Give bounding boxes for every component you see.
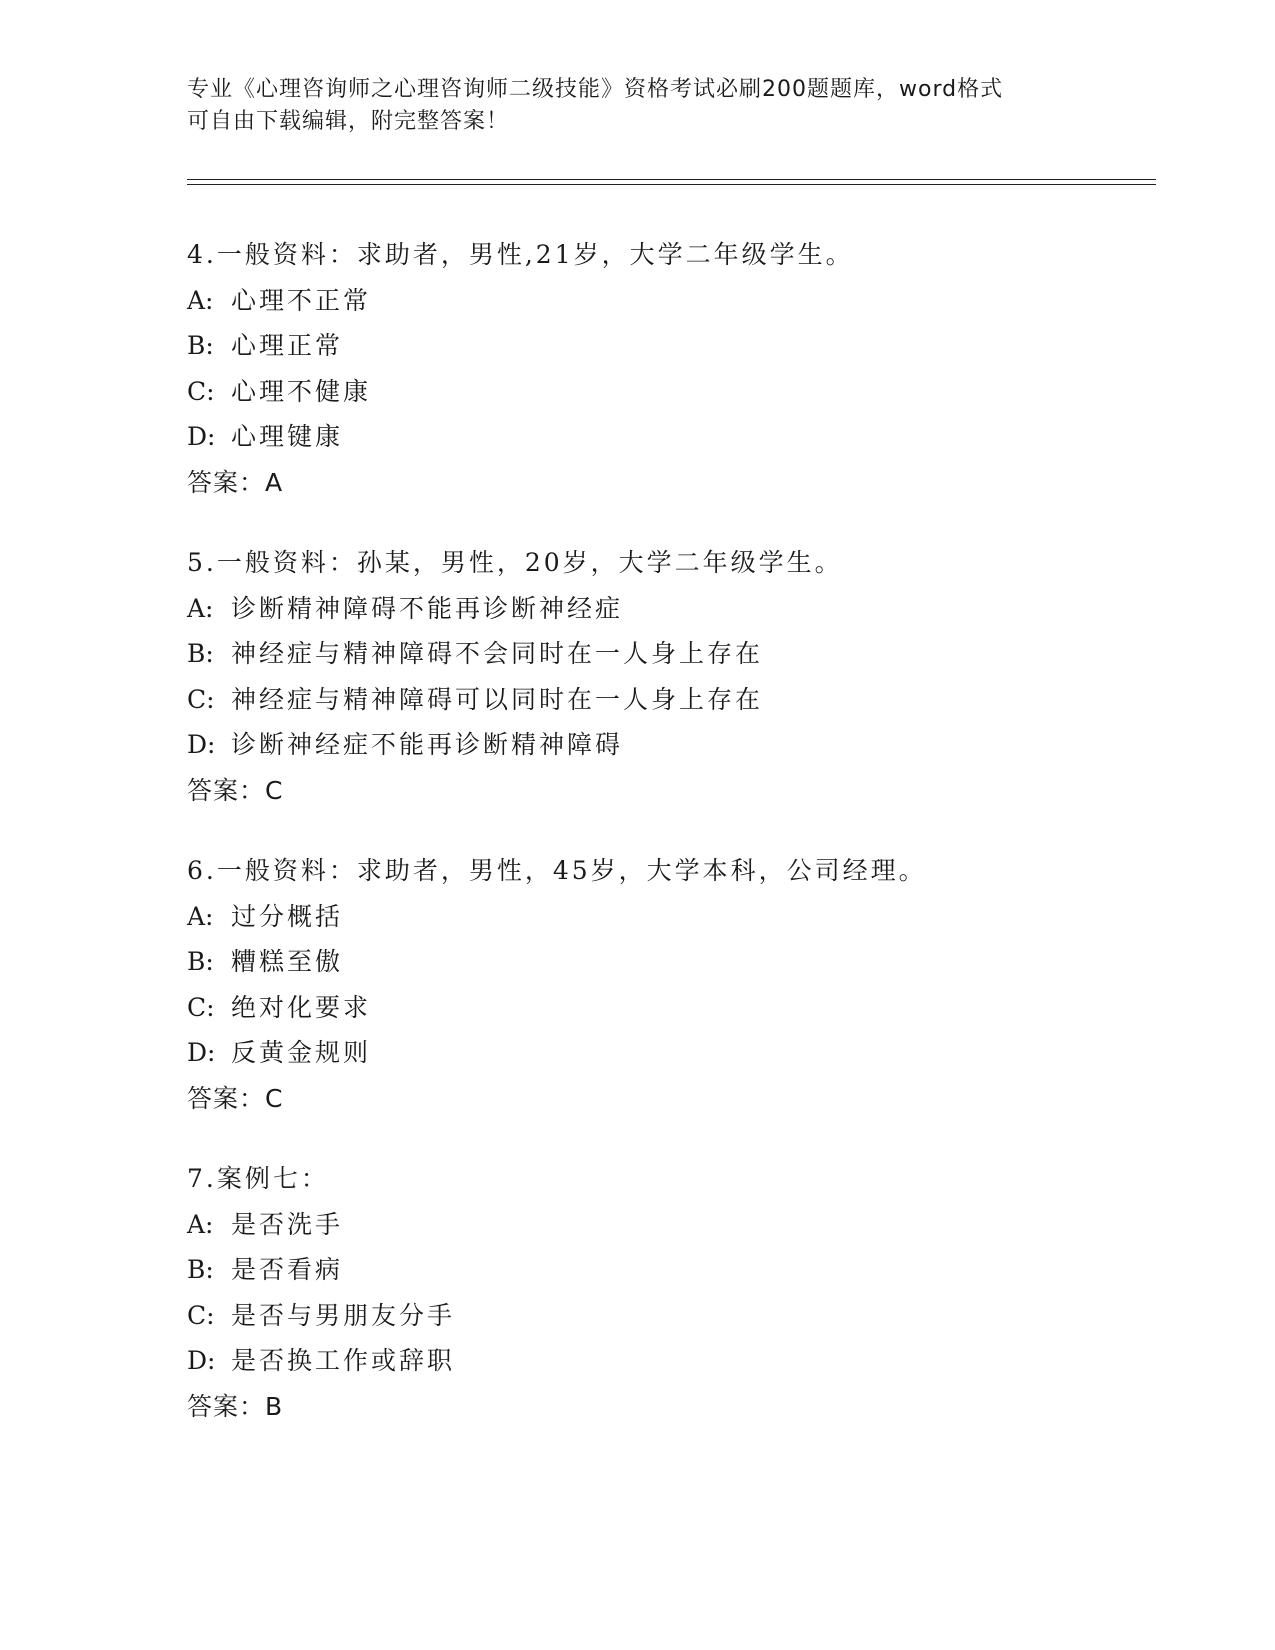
answer-line: 答案：B	[187, 1391, 284, 1421]
option-text: 心理不正常	[231, 285, 372, 315]
header-title-line-1: 专业《心理咨询师之心理咨询师二级技能》资格考试必刷200题题库，word格式	[187, 77, 1004, 102]
option-c	[187, 677, 1147, 723]
option-d	[187, 1030, 1147, 1076]
option-d	[187, 414, 1147, 460]
header-divider-secondary	[187, 184, 1156, 185]
option-text: 诊断精神障碍不能再诊断神经症	[231, 593, 624, 623]
option-text: 神经症与精神障碍可以同时在一人身上存在	[231, 684, 764, 714]
question-stem: 7.案例七：	[187, 1164, 329, 1193]
option-text: 糟糕至傲	[231, 947, 344, 976]
option-letter: A:	[187, 901, 214, 931]
option-a	[187, 278, 1147, 324]
option-text: 是否看病	[231, 1255, 344, 1284]
option-letter: D:	[187, 1038, 216, 1067]
question-stem: 6.一般资料：求助者，男性，45岁，大学本科，公司经理。	[187, 856, 927, 885]
option-text: 是否与男朋友分手	[231, 1300, 456, 1330]
question-list	[187, 232, 1147, 1464]
option-letter: B:	[187, 1255, 214, 1284]
option-d	[187, 1338, 1147, 1384]
answer-line: 答案：C	[187, 1083, 284, 1113]
option-text: 反黄金规则	[231, 1038, 372, 1067]
option-text: 心理正常	[231, 331, 344, 360]
option-c	[187, 1293, 1147, 1339]
option-c	[187, 369, 1147, 415]
option-letter: C:	[187, 376, 215, 406]
answer-line: 答案：A	[187, 467, 284, 497]
option-letter: B:	[187, 639, 214, 668]
option-letter: D:	[187, 1346, 216, 1375]
option-b	[187, 631, 1147, 677]
option-text: 绝对化要求	[231, 992, 372, 1022]
option-text: 是否换工作或辞职	[231, 1346, 456, 1375]
option-d	[187, 722, 1147, 768]
option-letter: C:	[187, 1300, 215, 1330]
option-c	[187, 985, 1147, 1031]
question-5	[187, 540, 1147, 813]
option-letter: D:	[187, 730, 216, 759]
option-text: 是否洗手	[231, 1209, 344, 1239]
option-text: 心理不健康	[231, 376, 372, 406]
option-text: 心理键康	[231, 422, 344, 451]
question-4	[187, 232, 1147, 505]
option-a	[187, 1202, 1147, 1248]
option-letter: A:	[187, 1209, 214, 1239]
header-title-line-2: 可自由下载编辑，附完整答案！	[187, 109, 510, 134]
option-b	[187, 939, 1147, 985]
option-letter: D:	[187, 422, 216, 451]
question-stem: 4.一般资料：求助者，男性,21岁，大学二年级学生。	[187, 240, 854, 269]
option-letter: B:	[187, 331, 214, 360]
option-letter: A:	[187, 285, 214, 315]
option-letter: A:	[187, 593, 214, 623]
question-7	[187, 1156, 1147, 1429]
answer-line: 答案：C	[187, 775, 284, 805]
option-a	[187, 586, 1147, 632]
option-letter: B:	[187, 947, 214, 976]
option-b	[187, 323, 1147, 369]
option-letter: C:	[187, 992, 215, 1022]
option-letter: C:	[187, 684, 215, 714]
option-text: 过分概括	[231, 901, 344, 931]
option-a	[187, 894, 1147, 940]
option-text: 神经症与精神障碍不会同时在一人身上存在	[231, 639, 764, 668]
option-text: 诊断神经症不能再诊断精神障碍	[231, 730, 624, 759]
question-6	[187, 848, 1147, 1121]
option-b	[187, 1247, 1147, 1293]
question-stem: 5.一般资料：孙某，男性，20岁，大学二年级学生。	[187, 548, 843, 577]
page-header	[187, 74, 1087, 138]
header-divider	[187, 179, 1156, 180]
